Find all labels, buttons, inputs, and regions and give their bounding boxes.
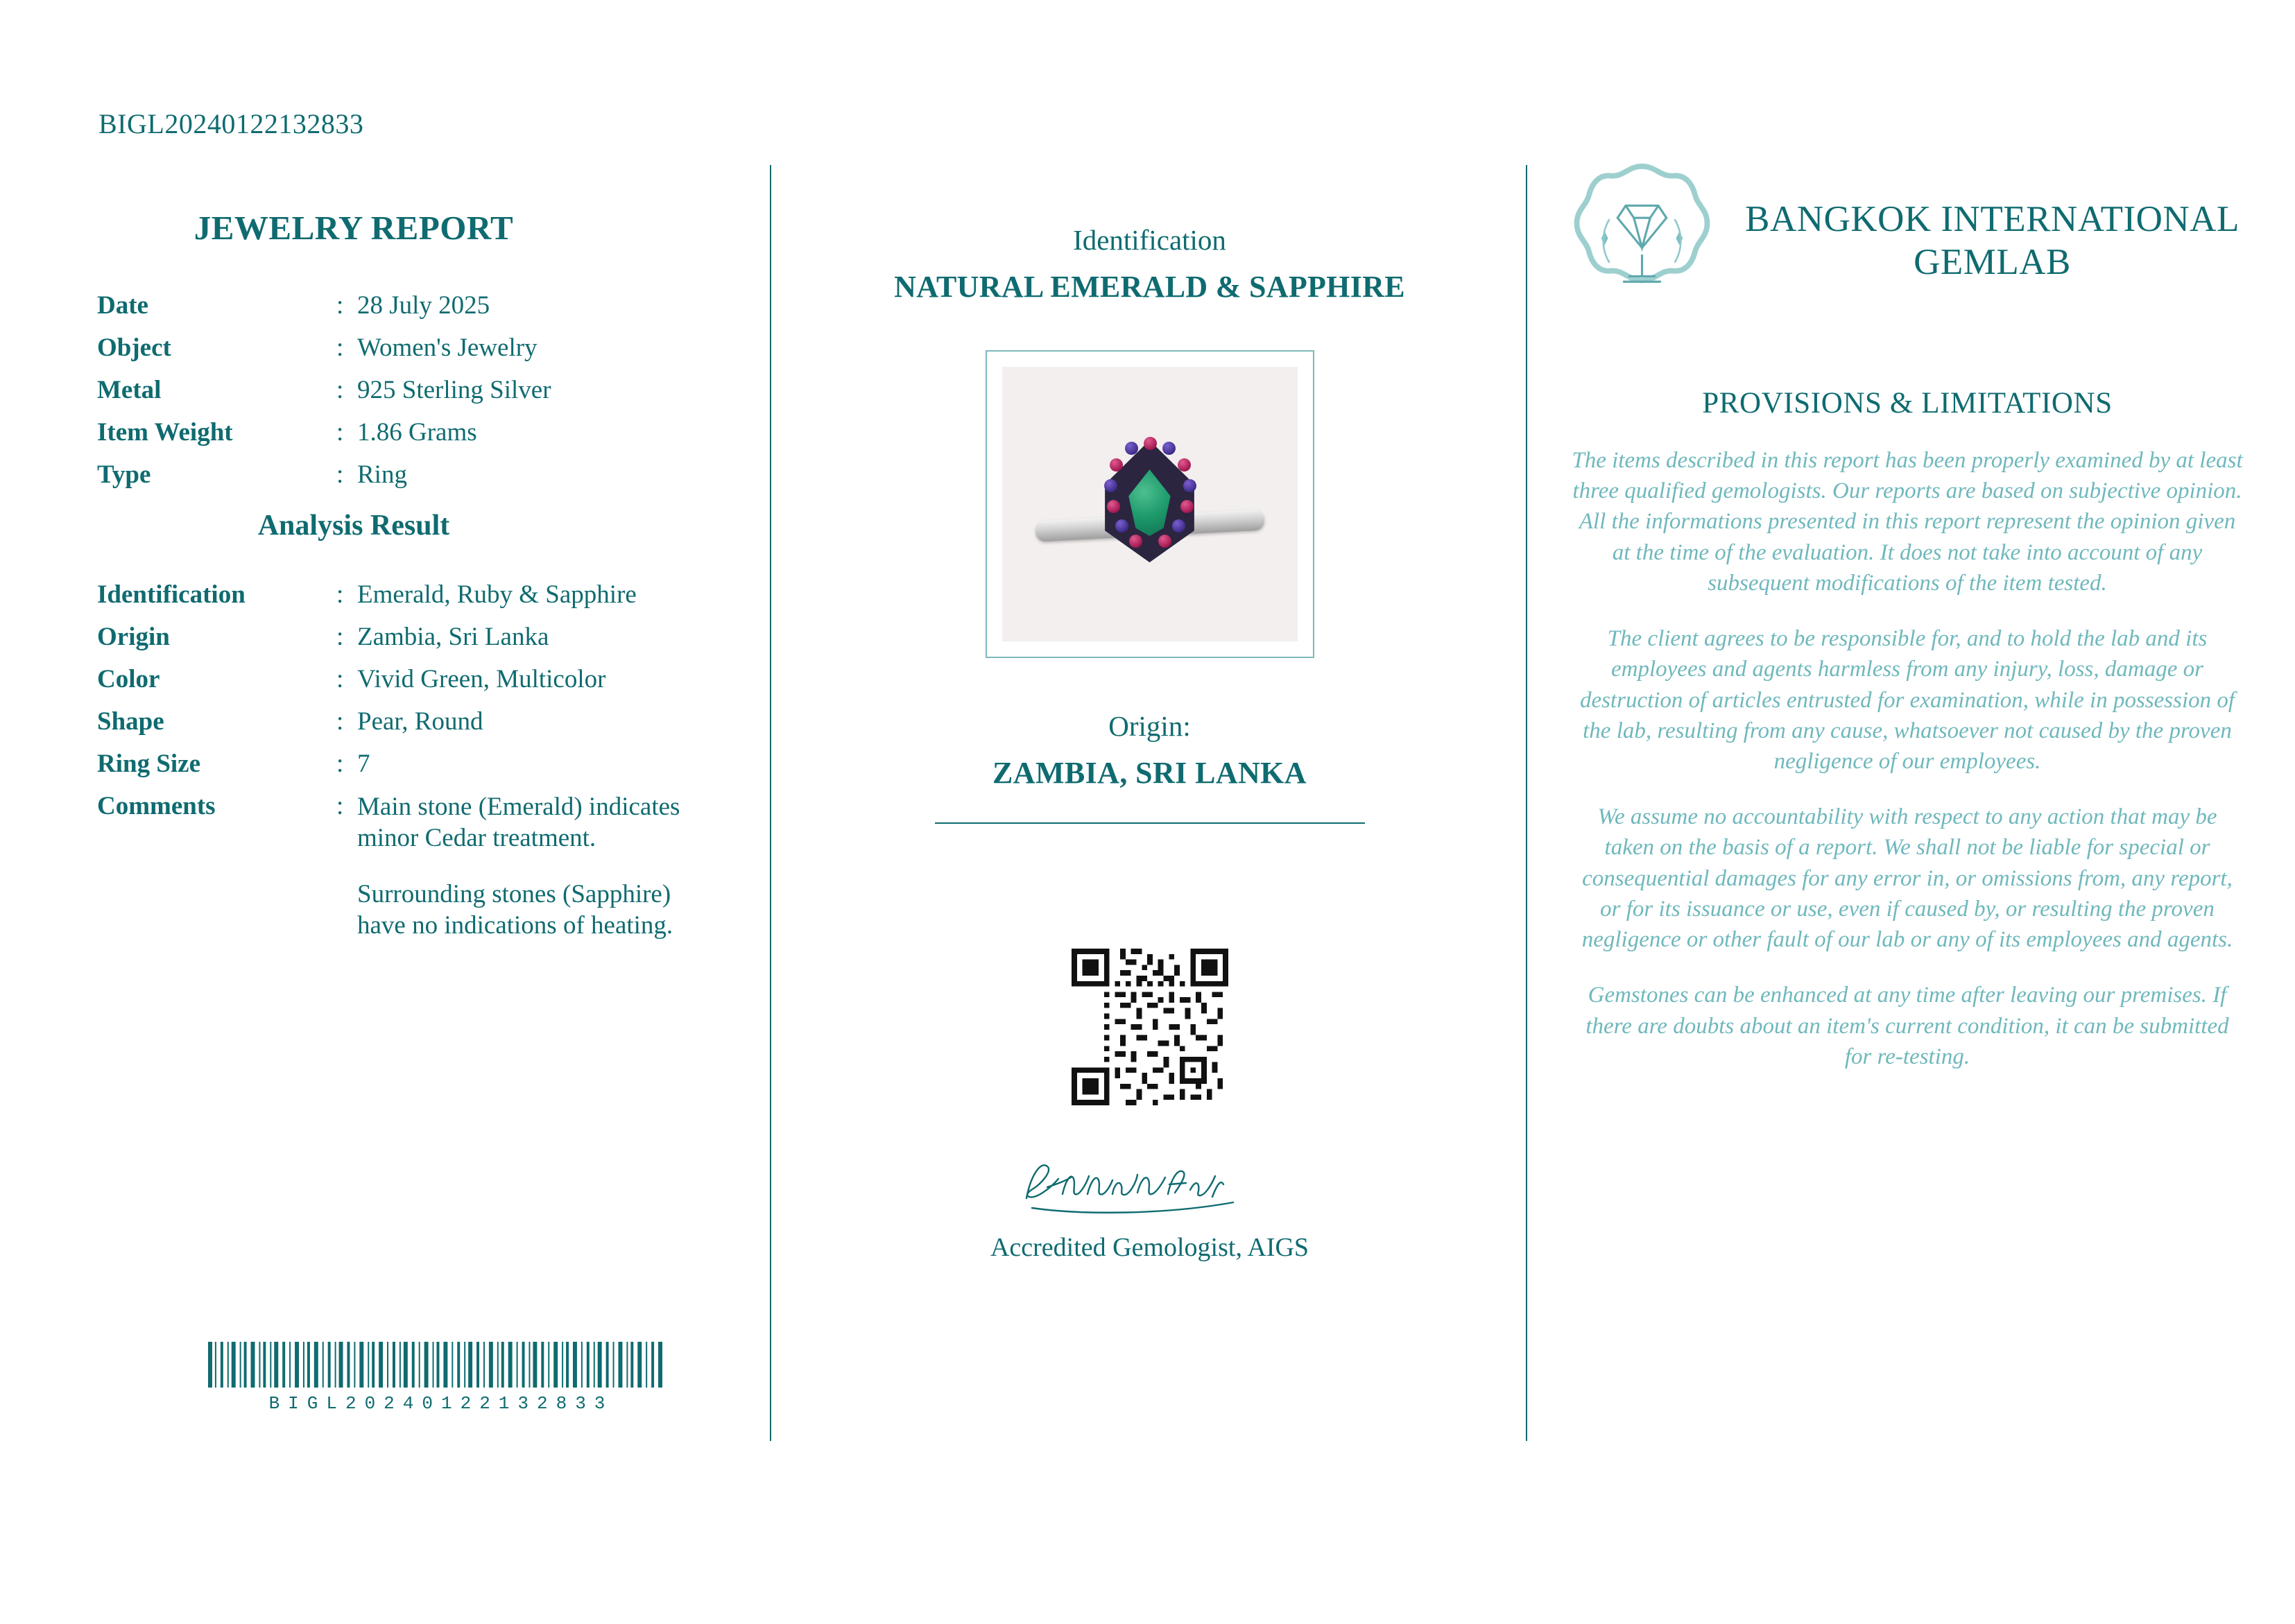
analysis-label: Origin bbox=[97, 623, 170, 651]
barcode-block bbox=[208, 1342, 666, 1414]
comments-row bbox=[97, 791, 749, 942]
spec-colon: : bbox=[336, 291, 344, 320]
analysis-label: Identification bbox=[97, 580, 246, 609]
provisions-body bbox=[1561, 445, 2254, 1072]
analysis-value: Vivid Green, Multicolor bbox=[357, 665, 606, 693]
comment-paragraph: Main stone (Emerald) indicates minor Cedar treatment. bbox=[357, 793, 680, 853]
accent-stone bbox=[1110, 458, 1123, 472]
analysis-colon: : bbox=[336, 707, 344, 736]
analysis-value: 7 bbox=[357, 750, 370, 778]
accent-stone bbox=[1104, 479, 1117, 492]
spec-colon: : bbox=[336, 376, 344, 404]
qr-code-block[interactable] bbox=[1072, 949, 1228, 1105]
analysis-colon: : bbox=[336, 665, 344, 693]
analysis-row bbox=[97, 580, 749, 610]
comment-paragraph: Surrounding stones (Sapphire) have no indications of heating. bbox=[357, 880, 673, 940]
origin-label: Origin: bbox=[1108, 710, 1191, 742]
report-number: BIGL20240122132833 bbox=[98, 108, 364, 139]
spec-row bbox=[97, 291, 749, 320]
analysis-label: Color bbox=[97, 665, 160, 693]
spec-label: Type bbox=[97, 460, 151, 489]
analysis-value: Emerald, Ruby & Sapphire bbox=[357, 580, 637, 609]
comments-label: Comments bbox=[97, 792, 216, 820]
analysis-label: Shape bbox=[97, 707, 164, 736]
accent-stone bbox=[1144, 437, 1157, 450]
accent-stone bbox=[1162, 442, 1176, 455]
identification-label: Identification bbox=[1073, 224, 1226, 256]
spec-label: Object bbox=[97, 334, 171, 362]
analysis-row bbox=[97, 749, 749, 779]
right-column bbox=[1561, 159, 2254, 1097]
provisions-title: PROVISIONS & LIMITATIONS bbox=[1702, 387, 2113, 420]
brand-name: BANGKOK INTERNATIONAL GEMLAB bbox=[1745, 199, 2240, 282]
jewelry-report-title: JEWELRY REPORT bbox=[194, 209, 514, 247]
spec-row bbox=[97, 375, 749, 405]
accent-stone bbox=[1158, 535, 1171, 548]
identification-value: NATURAL EMERALD & SAPPHIRE bbox=[894, 270, 1405, 304]
provision-paragraph: We assume no accountability with respect to any action that may be taken on the basis of a report. We shall not be liable for special or consequential damages for any error in, or omissions from, any report, or for its issuance or use, even if caused by, or resulting the proven negligence or other fault of our lab or any of its employees and agents. bbox=[1581, 804, 2233, 953]
provision-paragraph: Gemstones can be enhanced at any time after leaving our premises. If there are doubts about an item's current condition, it can be submitted for re-testing. bbox=[1585, 983, 2229, 1069]
spec-value: 1.86 Grams bbox=[357, 418, 477, 447]
analysis-result-title: Analysis Result bbox=[257, 510, 450, 542]
provision-paragraph: The client agrees to be responsible for, and to hold the lab and its employees and agents harmless from any injury, loss, damage or destruction of articles entrusted for examination, while in possession of the lab, resulting from any cause, whatsoever not caused by the proven negligence of our employees. bbox=[1579, 626, 2235, 774]
comments-colon: : bbox=[336, 792, 344, 820]
spec-row bbox=[97, 417, 749, 447]
spec-value: 28 July 2025 bbox=[357, 291, 490, 320]
spec-label: Metal bbox=[97, 376, 162, 404]
accent-stone bbox=[1172, 519, 1185, 533]
accent-stone bbox=[1115, 519, 1128, 533]
gem-photo bbox=[1002, 367, 1298, 641]
spec-colon: : bbox=[336, 418, 344, 447]
spec-value: 925 Sterling Silver bbox=[357, 376, 551, 404]
comments-value bbox=[357, 791, 725, 942]
analysis-colon: : bbox=[336, 580, 344, 609]
spec-colon: : bbox=[336, 334, 344, 362]
origin-value: ZAMBIA, SRI LANKA bbox=[992, 756, 1307, 790]
analysis-value: Pear, Round bbox=[357, 707, 483, 736]
column-divider-right bbox=[1526, 165, 1527, 1441]
analysis-row bbox=[97, 622, 749, 652]
qr-code-icon[interactable] bbox=[1072, 949, 1228, 1105]
accent-stone bbox=[1178, 458, 1191, 472]
column-divider-left bbox=[770, 165, 771, 1441]
gem-photo-frame bbox=[986, 350, 1314, 658]
analysis-value: Zambia, Sri Lanka bbox=[357, 623, 549, 651]
spec-row bbox=[97, 460, 749, 490]
accent-stone bbox=[1180, 500, 1194, 513]
spec-value: Ring bbox=[357, 460, 407, 489]
spec-row bbox=[97, 333, 749, 363]
accent-stone bbox=[1183, 479, 1196, 492]
spec-label: Item Weight bbox=[97, 418, 233, 447]
barcode-image bbox=[208, 1342, 662, 1388]
middle-column bbox=[773, 208, 1526, 1263]
spec-label: Date bbox=[97, 291, 148, 320]
accent-stone bbox=[1107, 500, 1120, 513]
provision-paragraph: The items described in this report has been properly examined by at least three qualified gemologists. Our reports are based on subjective opinion. All the informations presented in this report represent the opinion given at the time of the evaluation. It does not take into account of any subsequent modifications of the item tested. bbox=[1572, 448, 2243, 596]
analysis-colon: : bbox=[336, 750, 344, 778]
gemlab-logo-icon bbox=[1561, 159, 1724, 322]
signature bbox=[1004, 1148, 1296, 1225]
barcode-number: BIGL20240122132833 bbox=[268, 1393, 614, 1414]
gemologist-caption: Accredited Gemologist, AIGS bbox=[990, 1233, 1309, 1262]
analysis-label: Ring Size bbox=[97, 750, 201, 778]
accent-stone bbox=[1129, 535, 1142, 548]
analysis-colon: : bbox=[336, 623, 344, 651]
horizontal-rule bbox=[935, 822, 1365, 824]
brand-header bbox=[1561, 159, 2254, 322]
spec-colon: : bbox=[336, 460, 344, 489]
accent-stone bbox=[1125, 442, 1138, 455]
left-column bbox=[97, 208, 749, 954]
spec-value: Women's Jewelry bbox=[357, 334, 538, 362]
analysis-row bbox=[97, 664, 749, 694]
analysis-row bbox=[97, 707, 749, 736]
